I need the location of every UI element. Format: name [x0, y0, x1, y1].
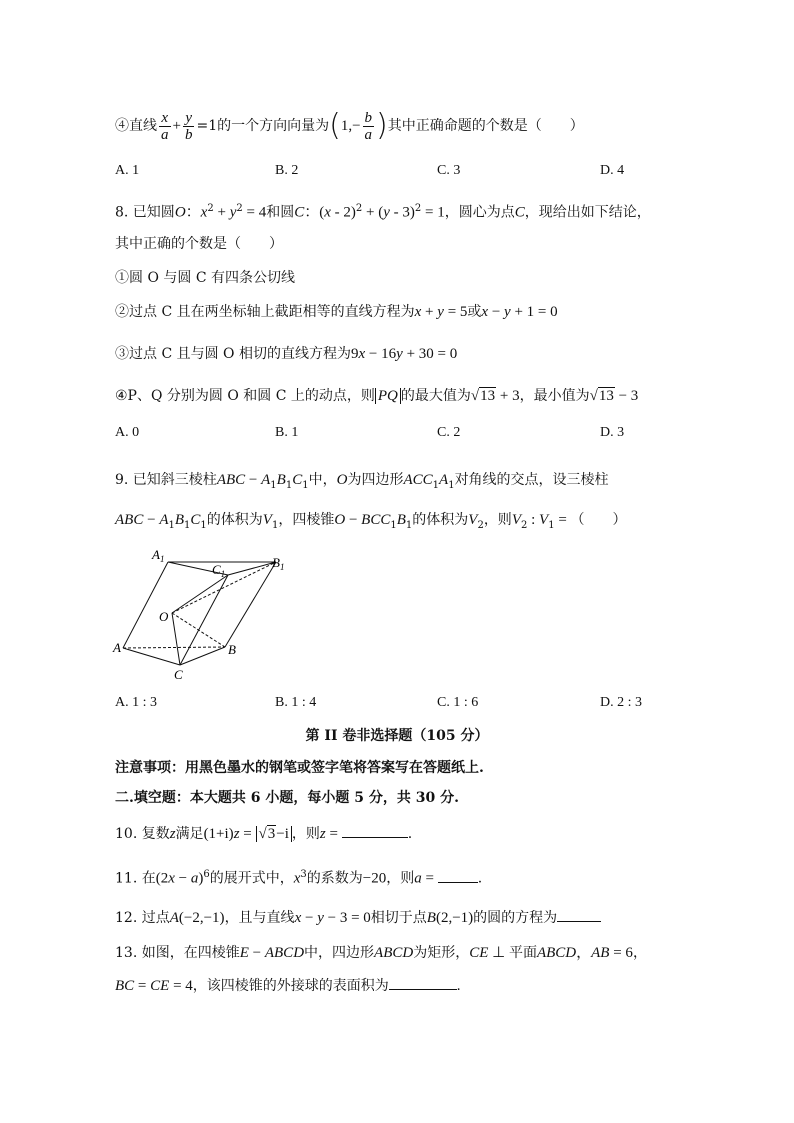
label-b: B — [228, 642, 236, 657]
q11: 11. 在$(2x - a)^6$的展开式中，$x^3$的系数为−20，则a = . — [115, 869, 483, 887]
q8-item3: ③过点 C 且与圆 O 相切的直线方程为9x − 16y + 30 = 0 — [115, 346, 458, 362]
q8-option-a[interactable]: A. 0 — [115, 425, 140, 440]
q7-item4: ④直线 $\frac{x}{a}$ + $\frac{y}{b}$ =1的一个方向向量为(1,− $\frac{b}{a}$ )其中正确命题的个数是（ ） — [115, 108, 584, 143]
q9-stem-line2: ABC − $A_1B_1C_1$的体积为$V_1$，四棱锥$O - BCC_1B_1$的体积为$V_2$，则$V_2$ : $V_1$ = （ ） — [115, 512, 627, 531]
q10: 10. 复数z满足(1+i)z = √3−i ，则z = . — [115, 823, 412, 844]
q9-option-b[interactable]: B. 1 : 4 — [275, 695, 317, 710]
q7-option-a[interactable]: A. 1 — [115, 163, 140, 178]
fraction-y-over-b: $\frac{y}{b}$ — [184, 109, 193, 143]
q8-option-d[interactable]: D. 3 — [600, 425, 625, 440]
part2-title: 第 II 卷非选择题（105 分） — [305, 728, 489, 744]
q8-stem: 8. 已知圆O：$x^2 + y^2 = 4$和圆C：(x - 2)$^2$ + (y - 3)$^2$ = 1，圆心为点C，现给出如下结论， — [115, 203, 651, 221]
label-b1: $B_1$ — [272, 555, 285, 572]
q8-item4: ④P、Q 分别为圆 O 和圆 C 上的动点，则 PQ 的最大值为√13 + 3，最小值为√13 − 3 — [115, 388, 639, 404]
q12: 12. 过点A(−2,−1)，且与直线x − y − 3 = 0相切于点B(2,−1)的圆的方程为 — [115, 907, 601, 928]
q8-option-c[interactable]: C. 2 — [437, 425, 461, 440]
q7-option-c[interactable]: C. 3 — [437, 163, 461, 178]
q7-item4-suffix: 其中正确命题的个数是（ ） — [387, 118, 584, 134]
q9-option-d[interactable]: D. 2 : 3 — [600, 695, 642, 710]
q13: 13. 如图，在四棱锥E − ABCD中，四边形ABCD为矩形，CE ⊥ 平面ABCD，AB = 6， — [115, 945, 647, 961]
prism-figure — [110, 545, 290, 685]
label-a: A — [113, 640, 121, 655]
q8-item1: ①圆 O 与圆 C 有四条公切线 — [115, 270, 295, 286]
q12-answer-blank[interactable] — [557, 907, 601, 922]
label-c: C — [174, 667, 183, 682]
q9-option-a[interactable]: A. 1 : 3 — [115, 695, 157, 710]
q8-option-b[interactable]: B. 1 — [275, 425, 299, 440]
label-c1: $C_1$ — [212, 562, 226, 579]
q7-option-b[interactable]: B. 2 — [275, 163, 299, 178]
q13-answer-blank[interactable] — [389, 975, 457, 990]
section-fill-in: 二.填空题：本大题共 6 小题，每小题 5 分，共 30 分. — [115, 790, 459, 806]
q8-stem-line2: 其中正确的个数是（ ） — [115, 236, 283, 252]
q13-line2: BC = CE = 4，该四棱锥的外接球的表面积为 . — [115, 975, 461, 996]
q11-answer-blank[interactable] — [438, 868, 478, 883]
part2-notice: 注意事项：用黑色墨水的钢笔或签字笔将答案写在答题纸上. — [115, 760, 484, 776]
fraction-b-over-a: $\frac{b}{a}$ — [364, 109, 373, 143]
fraction-x-over-a: $\frac{x}{a}$ — [161, 109, 169, 143]
label-a1: $A_1$ — [152, 547, 165, 564]
q7-option-d[interactable]: D. 4 — [600, 163, 625, 178]
q9-option-c[interactable]: C. 1 : 6 — [437, 695, 479, 710]
q8-item2: ②过点 C 且在两坐标轴上截距相等的直线方程为x + y = 5或x − y + 1 = 0 — [115, 304, 558, 320]
q7-item4-mid: =1的一个方向向量为 — [196, 118, 330, 134]
q7-item4-prefix: ④直线 — [115, 118, 157, 134]
q9-stem: 9. 已知斜三棱柱ABC − $A_1B_1C_1$中，O为四边形$ACC_1A_1$对角线的交点，设三棱柱 — [115, 472, 609, 491]
q10-answer-blank[interactable] — [342, 823, 408, 838]
label-o: O — [159, 609, 169, 624]
